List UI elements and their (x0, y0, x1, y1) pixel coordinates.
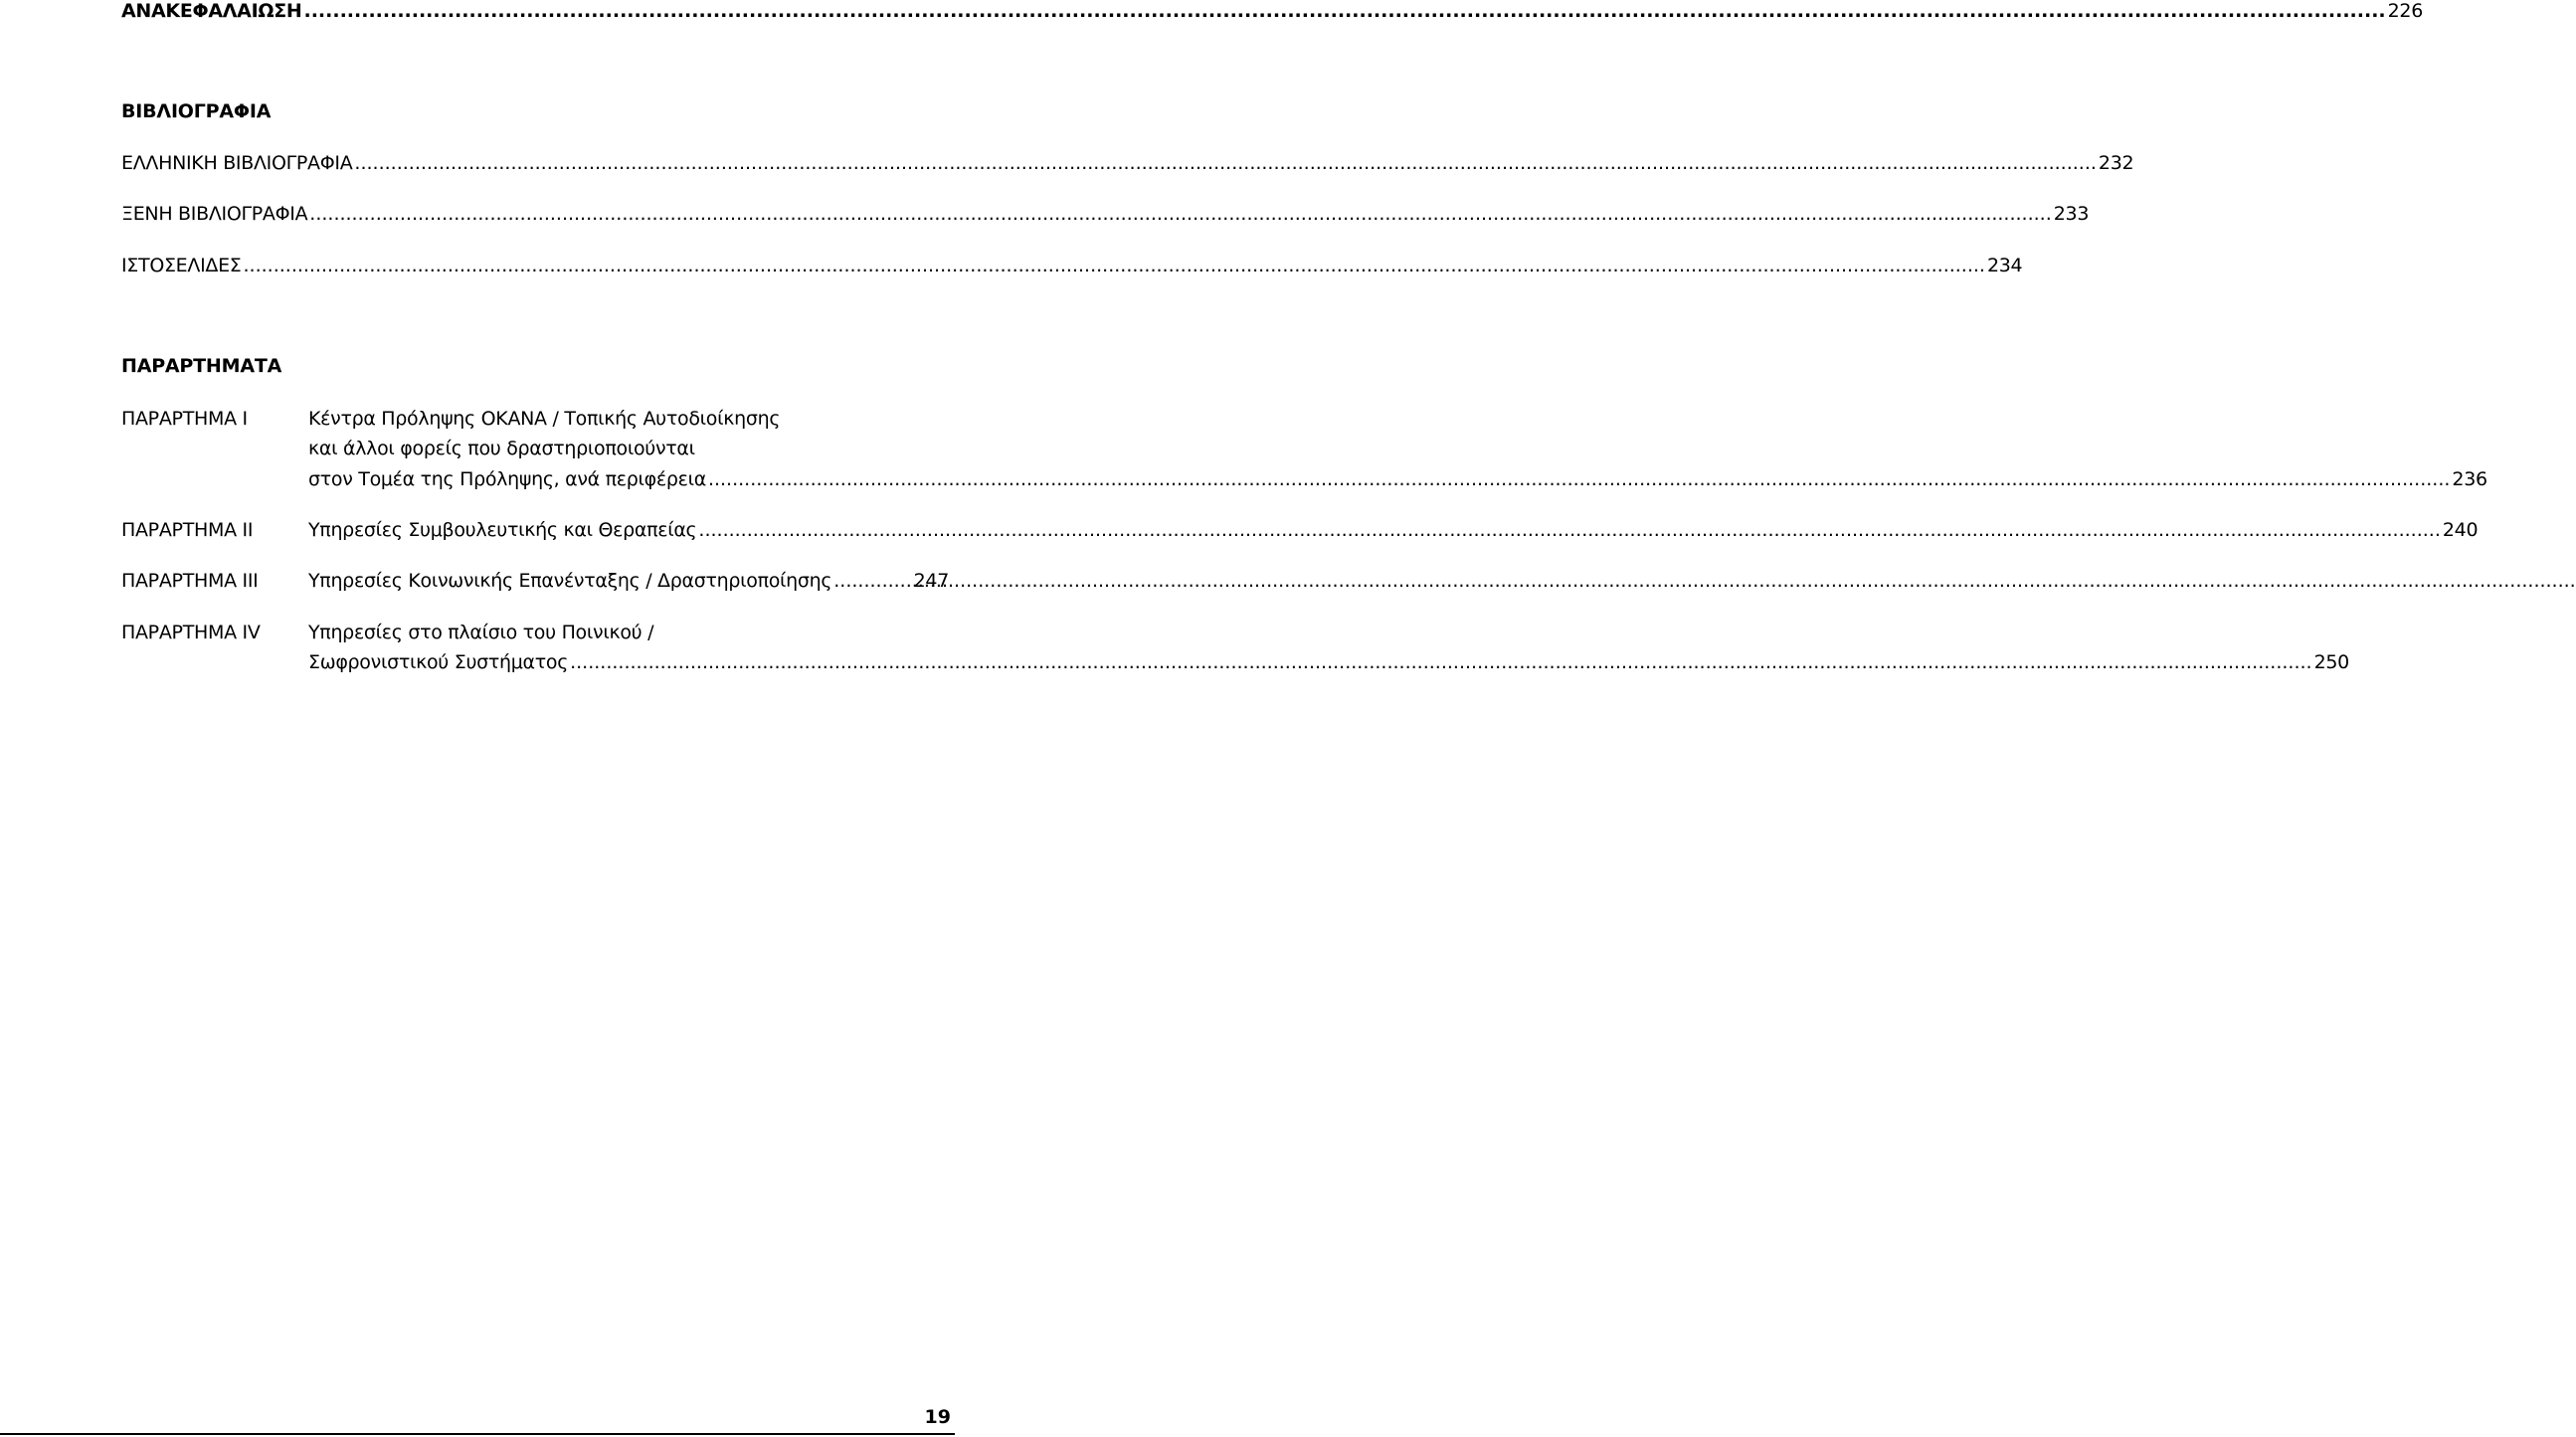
dot-leader (698, 519, 2440, 541)
toc-entry-title: ΞΕΝΗ ΒΙΒΛΙΟΓΡΑΦΙΑ (121, 203, 308, 225)
appendix-title-text: Υπηρεσίες Κοινωνικής Επανένταξης / Δραστηριοποίησης (308, 570, 832, 592)
dot-leader (833, 570, 911, 592)
toc-entry-page: 236 (2452, 468, 2487, 490)
appendix-label: ΠΑΡΑΡΤΗΜΑ ΙΙΙ (121, 570, 259, 592)
toc-entry-page: 240 (2442, 519, 2479, 541)
toc-entry-page: 250 (2313, 651, 2349, 673)
dot-leader (244, 255, 1985, 276)
toc-entry-title: ΙΣΤΟΣΕΛΙΔΕΣ (121, 255, 242, 276)
toc-entry-page: 247 (913, 570, 949, 592)
appendix-label: ΠΑΡΑΡΤΗΜΑ ΙΙ (121, 519, 254, 541)
dot-leader (570, 651, 2311, 673)
appendix-title-line (308, 651, 2349, 673)
appendix-label: ΠΑΡΑΡΤΗΜΑ ΙV (121, 622, 261, 643)
toc-entry-page: 232 (2098, 152, 2134, 174)
toc-entry-foreign-bibliography (121, 203, 2090, 225)
footer-rule (0, 1433, 955, 1435)
dot-leader (303, 0, 2385, 22)
appendix-title-line (308, 519, 2479, 541)
toc-entry-title: ΕΛΛΗΝΙΚΗ ΒΙΒΛΙΟΓΡΑΦΙΑ (121, 152, 353, 174)
toc-entry-summary (121, 0, 2424, 22)
appendix-title-line (308, 468, 2487, 490)
appendix-title-text: στον Τομέα της Πρόληψης, ανά περιφέρεια (308, 468, 706, 490)
bibliography-heading: ΒΙΒΛΙΟΓΡΑΦΙΑ (121, 100, 272, 122)
toc-entry-title: ΑΝΑΚΕΦΑΛΑΙΩΣΗ (121, 0, 302, 22)
appendix-label: ΠΑΡΑΡΤΗΜΑ Ι (121, 408, 248, 430)
appendix-title-line: και άλλοι φορείς που δραστηριοποιούνται (308, 438, 695, 459)
dot-leader (354, 152, 2096, 174)
dot-leader (708, 468, 2450, 490)
toc-entry-page: 226 (2387, 0, 2424, 22)
appendix-title-line: Κέντρα Πρόληψης ΟΚΑΝΑ / Τοπικής Αυτοδιοίκησης (308, 408, 781, 430)
appendices-heading: ΠΑΡΑΡΤΗΜΑΤΑ (121, 355, 282, 377)
page-number: 19 (924, 1406, 951, 1428)
appendix-title-line (308, 570, 949, 592)
toc-entry-greek-bibliography (121, 152, 2134, 174)
toc-entry-page: 234 (1986, 255, 2023, 276)
toc-entry-page: 233 (2053, 203, 2090, 225)
toc-entry-websites (121, 255, 2023, 276)
dot-leader (309, 203, 2051, 225)
appendix-title-text: Υπηρεσίες Συμβουλευτικής και Θεραπείας (308, 519, 697, 541)
appendix-title-line: Υπηρεσίες στο πλαίσιο του Ποινικού / (308, 622, 654, 643)
appendix-title-text: Σωφρονιστικού Συστήματος (308, 651, 569, 673)
